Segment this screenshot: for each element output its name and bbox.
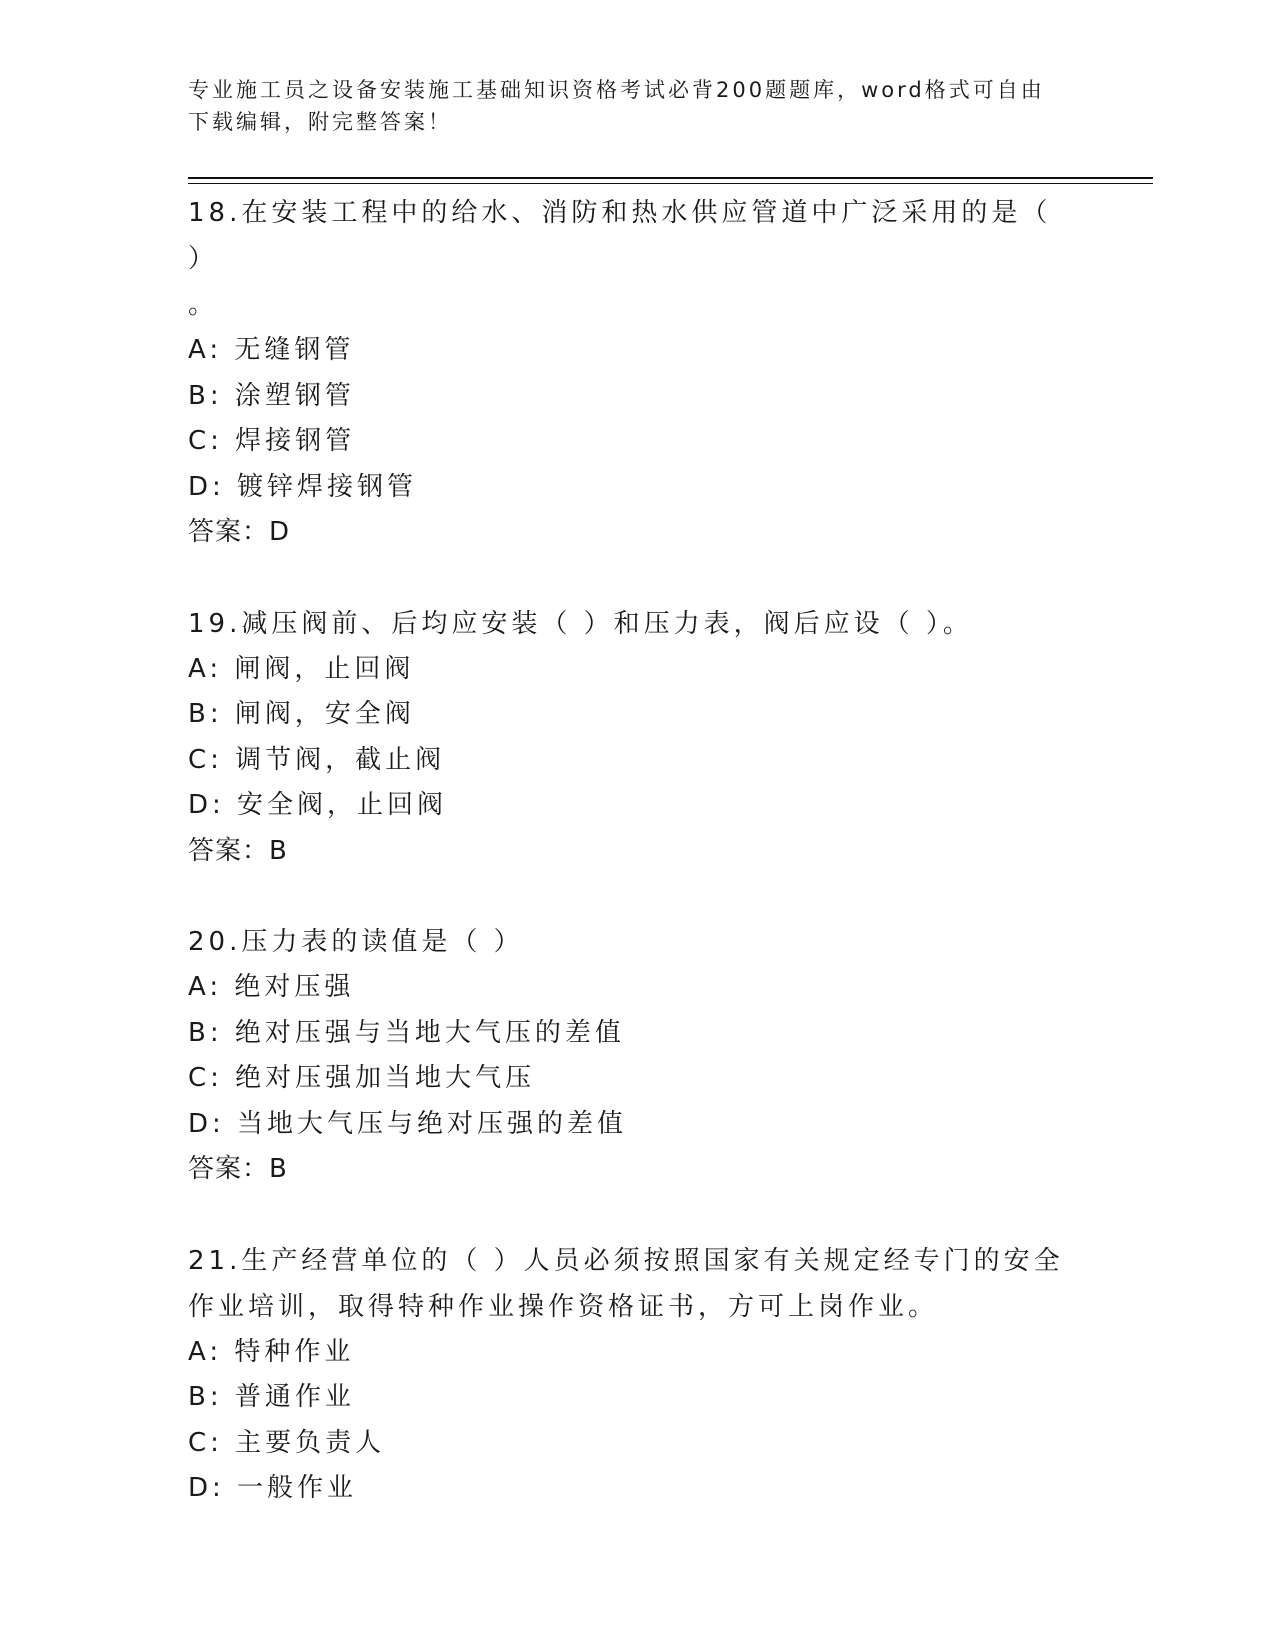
question-21 bbox=[188, 1238, 1088, 1512]
header-divider-thick bbox=[188, 177, 1153, 179]
question-20 bbox=[188, 919, 1088, 1193]
question-spacer bbox=[188, 1193, 1088, 1238]
question-spacer bbox=[188, 874, 1088, 919]
header-divider-thin bbox=[188, 183, 1153, 184]
question-18 bbox=[188, 190, 1088, 556]
question-19 bbox=[188, 601, 1088, 875]
option-d: D: 安全阀，止回阀 bbox=[188, 790, 448, 820]
question-list bbox=[188, 190, 1088, 1512]
option-b: B: 涂塑钢管 bbox=[188, 380, 355, 411]
question-stem: 19.减压阀前、后均应安装（ ）和压力表，阀后应设（ ）。 bbox=[188, 608, 973, 639]
option-a: A: 绝对压强 bbox=[188, 972, 355, 1002]
document-header: 专业施工员之设备安装施工基础知识资格考试必背200题题库，word格式可自由下载编辑，附完整答案！ bbox=[188, 78, 1045, 134]
option-c: C: 焊接钢管 bbox=[188, 426, 356, 456]
question-spacer bbox=[188, 556, 1088, 601]
option-a: A: 闸阀，止回阀 bbox=[188, 653, 415, 684]
answer: 答案：B bbox=[188, 1154, 288, 1184]
option-d: D: 镀锌焊接钢管 bbox=[188, 471, 418, 502]
question-stem: 20.压力表的读值是（ ） bbox=[188, 927, 524, 957]
question-stem: 21.生产经营单位的（ ）人员必须按照国家有关规定经专门的安全作业培训，取得特种作业操作资格证书，方可上岗作业。 bbox=[188, 1245, 1064, 1322]
option-d: D: 当地大气压与绝对压强的差值 bbox=[188, 1108, 628, 1139]
option-a: A: 特种作业 bbox=[188, 1336, 355, 1367]
option-b: B: 闸阀，安全阀 bbox=[188, 699, 415, 729]
option-d: D: 一般作业 bbox=[188, 1473, 358, 1503]
option-c: C: 调节阀，截止阀 bbox=[188, 744, 446, 775]
question-stem: 18.在安装工程中的给水、消防和热水供应管道中广泛采用的是（ ） 。 bbox=[188, 198, 1052, 320]
option-c: C: 绝对压强加当地大气压 bbox=[188, 1063, 536, 1093]
answer: 答案：B bbox=[188, 835, 288, 866]
option-b: B: 绝对压强与当地大气压的差值 bbox=[188, 1017, 625, 1048]
option-b: B: 普通作业 bbox=[188, 1382, 355, 1412]
option-c: C: 主要负责人 bbox=[188, 1427, 386, 1458]
answer: 答案：D bbox=[188, 517, 291, 547]
option-a: A: 无缝钢管 bbox=[188, 335, 355, 365]
